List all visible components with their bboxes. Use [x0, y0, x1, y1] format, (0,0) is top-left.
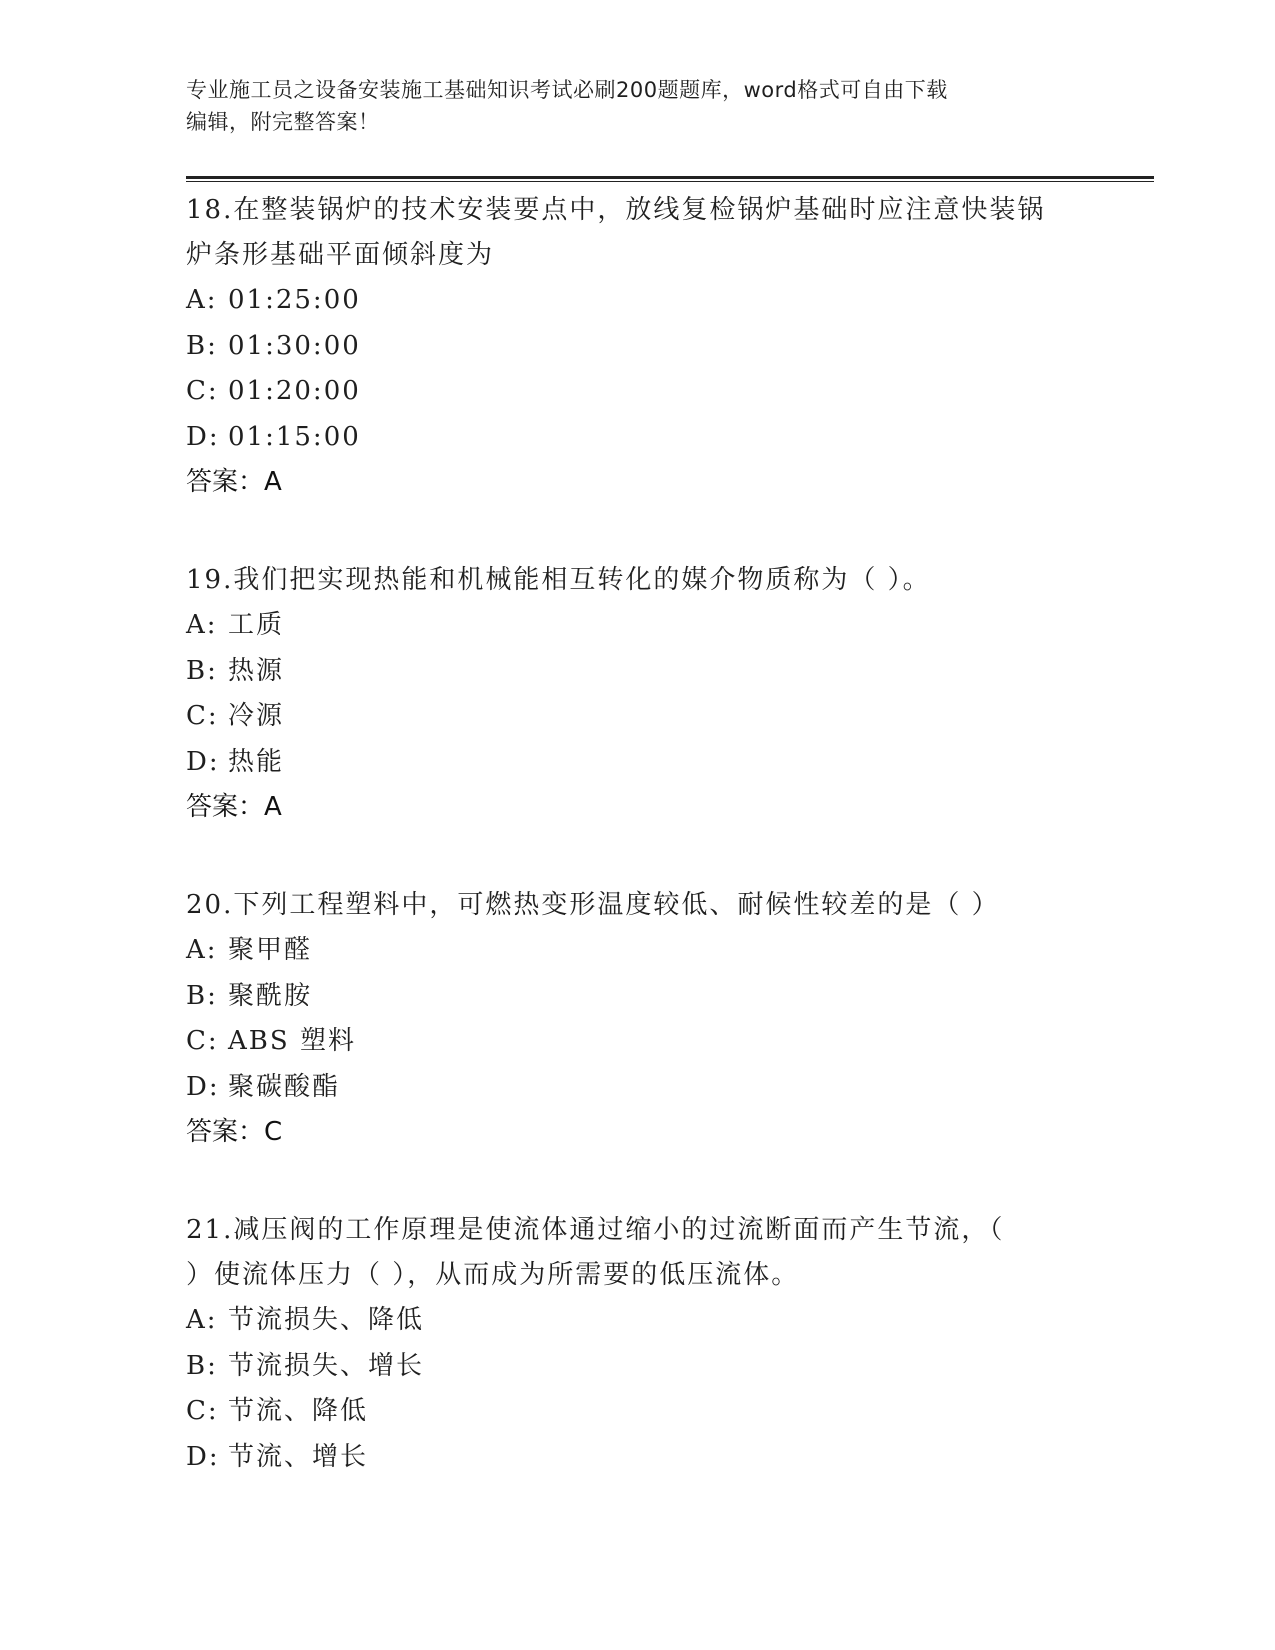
question-list: [186, 188, 1146, 1534]
option-text: 热源: [228, 655, 285, 686]
option-text: 01:25:00: [228, 285, 361, 315]
option-key: B:: [186, 655, 218, 686]
option-key: A:: [186, 935, 218, 965]
option-text: 节流损失、增长: [228, 1350, 425, 1381]
option-key: C:: [186, 376, 219, 406]
option-text: 节流、增长: [228, 1441, 369, 1472]
option-a: [186, 603, 1146, 649]
option-text: 聚酰胺: [228, 980, 313, 1011]
option-d: [186, 740, 1146, 786]
question-stem-line: ）使流体压力（ ），从而成为所需要的低压流体。: [186, 1260, 800, 1290]
question-stem-line: 炉条形基础平面倾斜度为: [186, 240, 495, 270]
question-stem-line: 19.我们把实现热能和机械能相互转化的媒介物质称为（ ）。: [186, 565, 931, 595]
option-key: B:: [186, 330, 218, 361]
option-text: 01:20:00: [228, 376, 361, 406]
option-text: 冷源: [228, 701, 285, 731]
option-c: [186, 1389, 1146, 1435]
option-b: [186, 974, 1146, 1020]
option-a: [186, 278, 1146, 324]
header-line-1: 专业施工员之设备安装施工基础知识考试必刷200题题库，word格式可自由下载: [186, 78, 948, 102]
option-key: D:: [186, 1441, 220, 1472]
option-key: B:: [186, 1350, 218, 1381]
option-key: C:: [186, 1396, 219, 1426]
option-key: D:: [186, 421, 220, 452]
option-b: [186, 1344, 1146, 1390]
question-stem-line: 20.下列工程塑料中，可燃热变形温度较低、耐候性较差的是（ ）: [186, 890, 1000, 920]
question-stem-line: 18.在整装锅炉的技术安装要点中，放线复检锅炉基础时应注意快装锅: [186, 195, 1046, 225]
option-c: [186, 694, 1146, 740]
question-20: [186, 883, 1146, 1154]
question-stem-line: 21.减压阀的工作原理是使流体通过缩小的过流断面而产生节流，（: [186, 1215, 1005, 1245]
option-c: [186, 369, 1146, 415]
option-c: [186, 1019, 1146, 1065]
option-d: [186, 415, 1146, 461]
option-text: 热能: [228, 746, 285, 777]
answer-line: 答案：A: [186, 792, 282, 822]
header-line-2: 编辑，附完整答案！: [186, 110, 380, 134]
option-b: [186, 324, 1146, 370]
answer-line: 答案：C: [186, 1117, 283, 1147]
option-d: [186, 1065, 1146, 1111]
option-text: 01:30:00: [228, 330, 361, 361]
option-text: 01:15:00: [228, 421, 361, 452]
option-key: C:: [186, 701, 219, 731]
question-19: [186, 558, 1146, 829]
option-b: [186, 649, 1146, 695]
option-d: [186, 1435, 1146, 1481]
option-key: D:: [186, 1071, 220, 1102]
option-key: A:: [186, 610, 218, 640]
answer-line: 答案：A: [186, 467, 282, 497]
header-divider-thick: [186, 176, 1154, 179]
option-key: A:: [186, 285, 218, 315]
option-key: A:: [186, 1305, 218, 1335]
option-a: [186, 1298, 1146, 1344]
option-text: 聚甲醛: [228, 935, 313, 965]
option-text: 工质: [228, 610, 285, 640]
option-key: B:: [186, 980, 218, 1011]
option-text: 节流损失、降低: [228, 1305, 425, 1335]
option-key: D:: [186, 746, 220, 777]
question-18: [186, 188, 1146, 504]
option-text: 节流、降低: [228, 1396, 369, 1426]
option-text: 聚碳酸酯: [228, 1071, 341, 1102]
document-header: [186, 74, 1086, 138]
option-a: [186, 928, 1146, 974]
option-key: C:: [186, 1026, 219, 1056]
question-21: [186, 1208, 1146, 1480]
header-divider-thin: [186, 181, 1154, 182]
option-text: ABS 塑料: [228, 1026, 356, 1056]
